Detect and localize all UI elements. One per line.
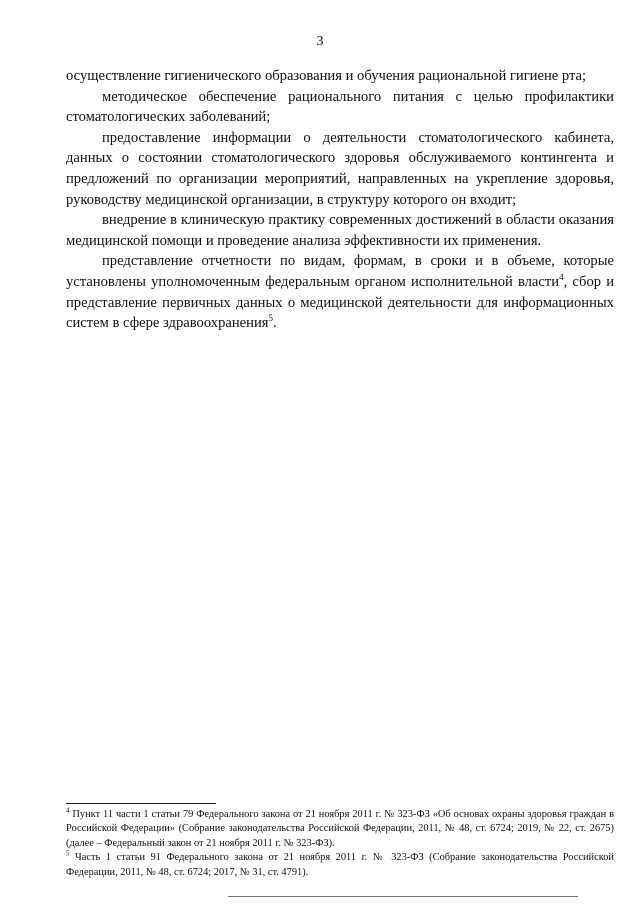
- footnote-ref-4[interactable]: 4: [559, 272, 564, 283]
- footnote-text: Пункт 11 части 1 статьи 79 Федерального закона от 21 ноября 2011 г. № 323-ФЗ «Об основах охраны здоровья граждан в Российской Федерации» (Собрание законодательства Российской Федерации, 2011, № 48, ст. 6724; 2019, № 22, ст. 2675) (далее – Федеральный закон от 21 ноября 2011 г. № 323-ФЗ).: [66, 809, 614, 849]
- paragraph-clinical-practice: внедрение в клиническую практику современных достижений в области оказания медицинской помощи и проведение анализа эффективности их применения.: [66, 212, 614, 249]
- paragraph-information: предоставление информации о деятельности стоматологического кабинета, данных о состоянии стоматологического здоровья обслуживаемого контингента и предложений по организации мероприятий, направленных на укрепление здоровья, руководству медицинской организации, в структуру которого он входит;: [66, 129, 614, 208]
- footnotes: [66, 808, 614, 880]
- footnote-separator: [66, 803, 216, 804]
- footnote-5: [66, 851, 614, 880]
- document-body: [66, 66, 614, 334]
- footnote-ref-5[interactable]: 5: [268, 313, 273, 324]
- page-number: 3: [316, 34, 324, 49]
- scan-edge-line: [228, 896, 578, 897]
- footnote-4: [66, 808, 614, 851]
- reporting-text-b: , сбор и представление первичных данных о медицинской деятельности для информационных систем в сфере здравоохранения: [66, 273, 615, 332]
- paragraph-nutrition: методическое обеспечение рационального питания с целью профилактики стоматологических заболеваний;: [66, 88, 614, 126]
- footnote-text: Часть 1 статьи 91 Федерального закона от 21 ноября 2011 г. № 323-ФЗ (Собрание законодательства Российской Федерации, 2011, № 48, ст. 6724; 2017, № 31, ст. 4791).: [66, 852, 614, 878]
- footnote-marker: 4: [66, 806, 70, 815]
- paragraph-hygiene-education: осуществление гигиенического образования и обучения рациональной гигиене рта;: [66, 68, 587, 84]
- footnote-marker: 5: [66, 849, 70, 858]
- reporting-text-c: .: [272, 315, 277, 332]
- reporting-text-a: представление отчетности по видам, формам, в сроки и в объеме, которые установлены уполномоченным федеральным органом исполнительной власти: [66, 253, 614, 290]
- paragraph-reporting: [66, 251, 614, 333]
